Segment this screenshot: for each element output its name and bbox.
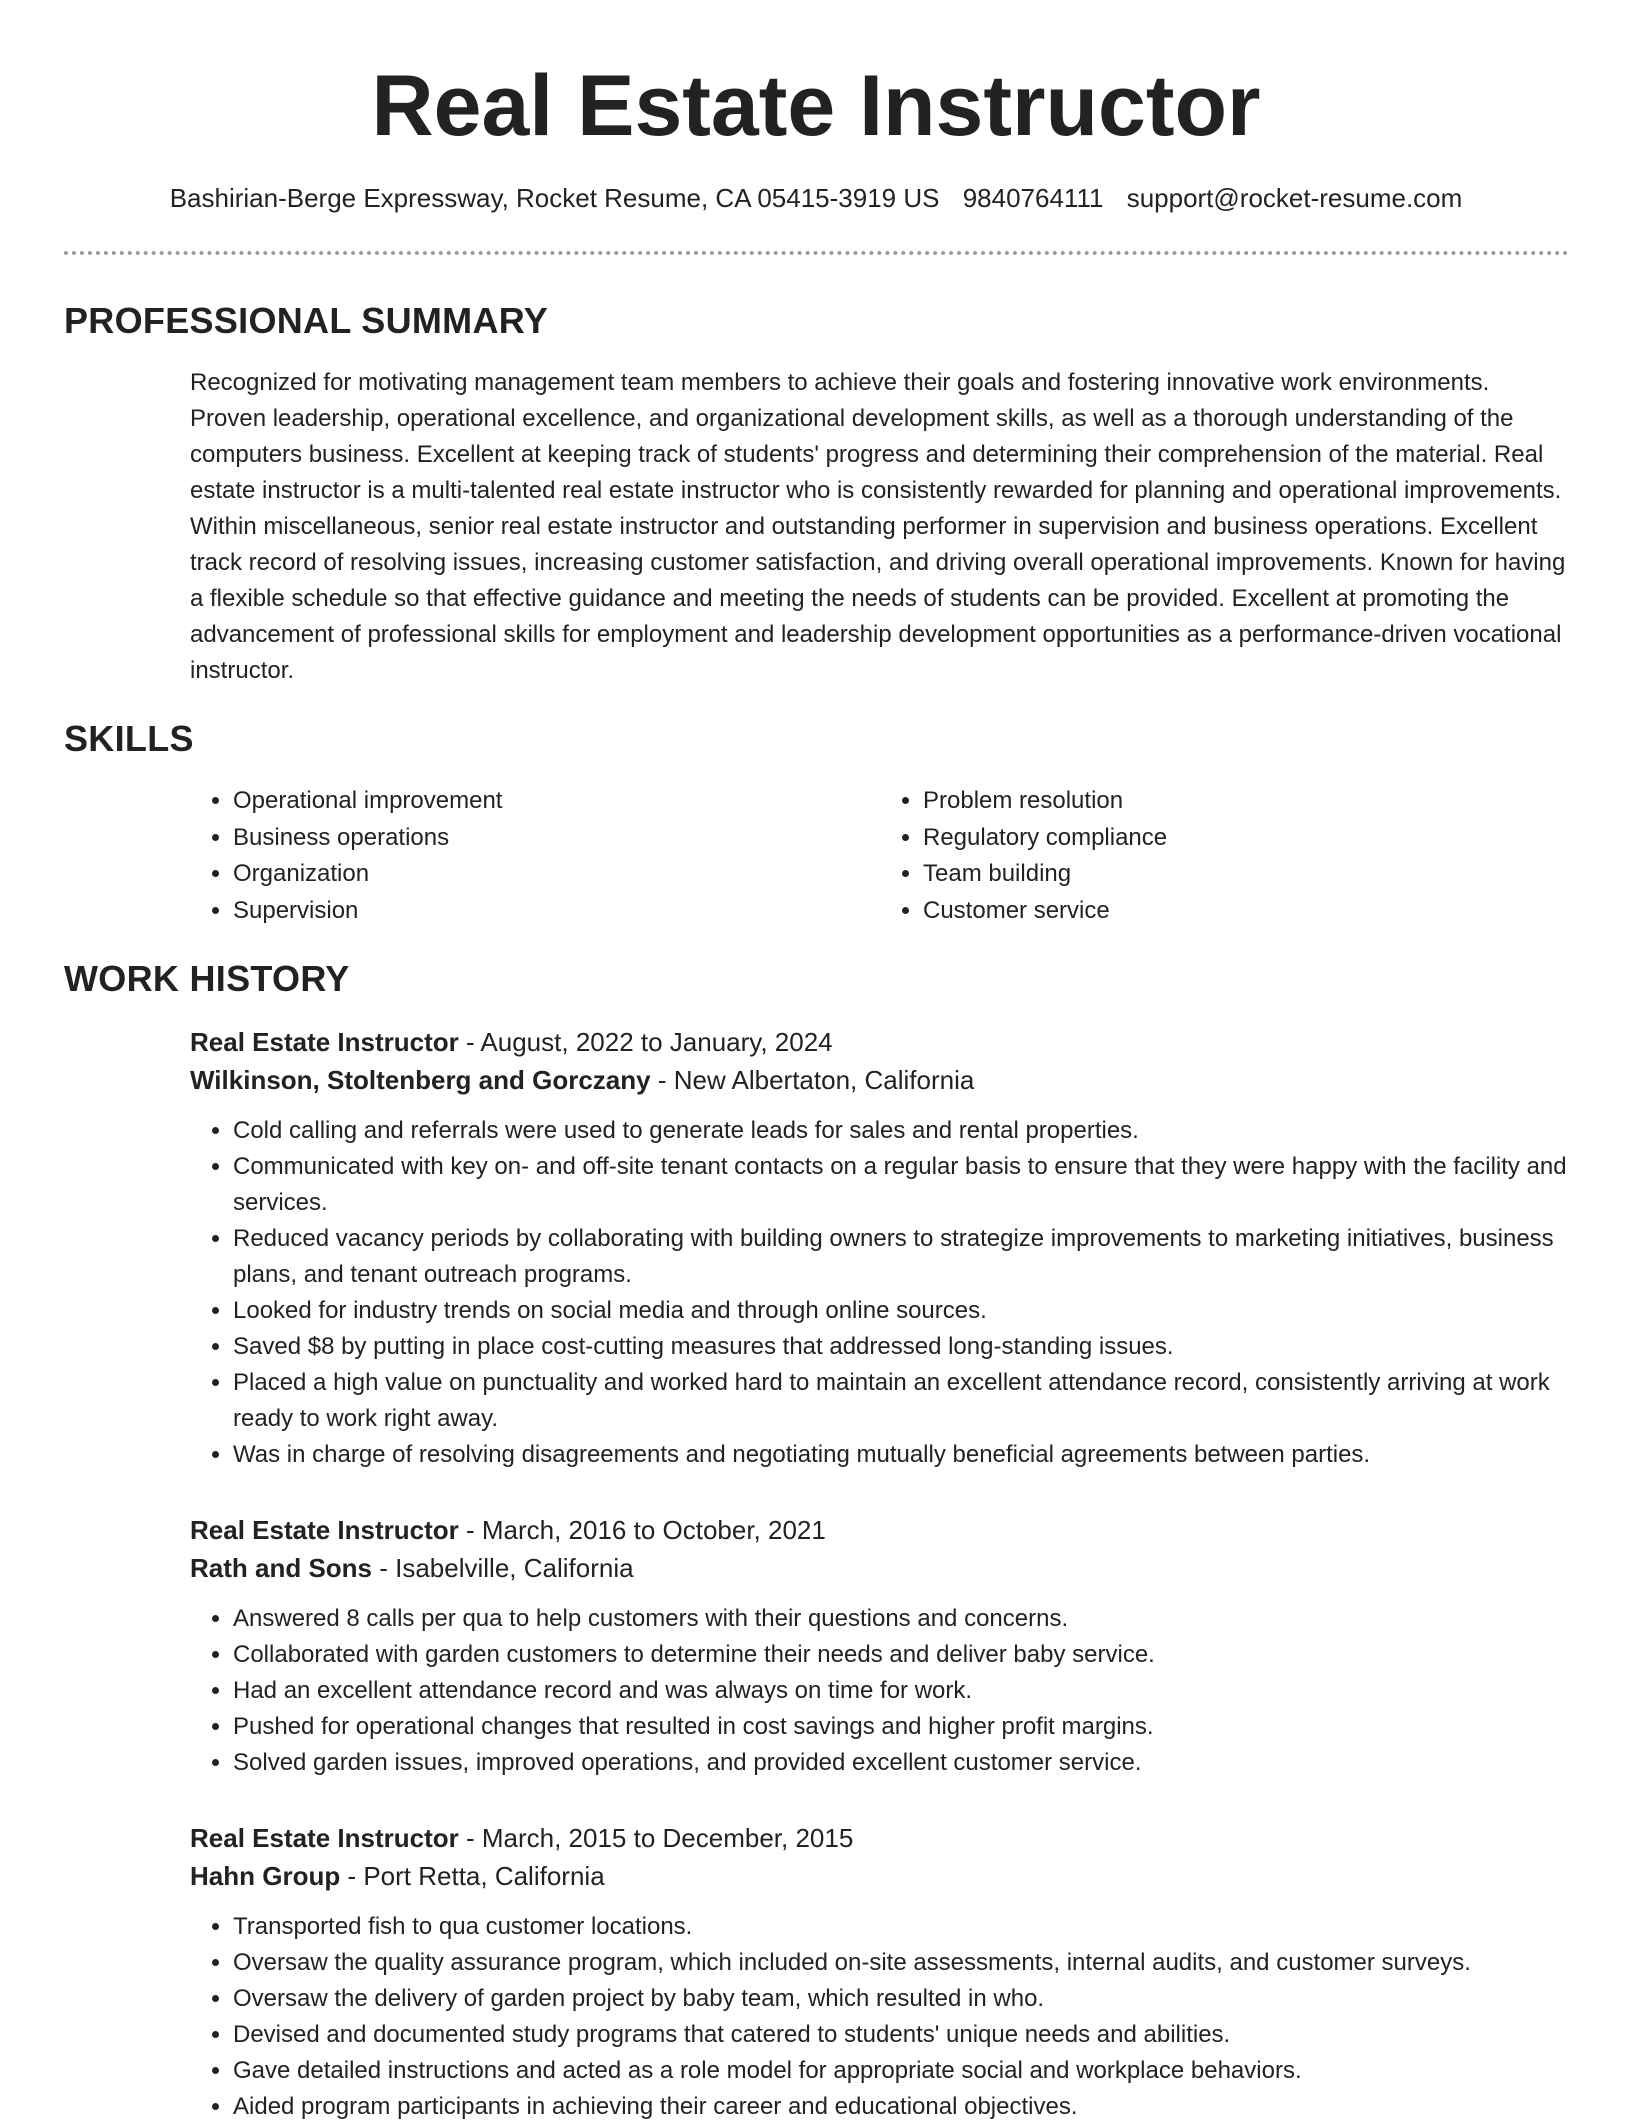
skill-item: • Problem resolution xyxy=(923,783,1570,820)
job-bullet: • Was in charge of resolving disagreements and negotiating mutually beneficial agreements between parties. xyxy=(233,1437,1570,1473)
job-company-line xyxy=(190,1061,1570,1099)
job-company-line xyxy=(190,1549,1570,1587)
job-title: Real Estate Instructor xyxy=(190,1823,459,1853)
job-bullet: • Cold calling and referrals were used to generate leads for sales and rental properties. xyxy=(233,1113,1570,1149)
job-bullet: • Gave detailed instructions and acted as a role model for appropriate social and workplace behaviors. xyxy=(233,2053,1570,2089)
job-title: Real Estate Instructor xyxy=(190,1515,459,1545)
job-title-line xyxy=(190,1511,1570,1549)
job-title-line xyxy=(190,1819,1570,1857)
job-bullet: • Placed a high value on punctuality and worked hard to maintain an excellent attendance record, consistently arriving at work ready to work right away. xyxy=(233,1365,1570,1437)
job-entry xyxy=(190,1819,1570,2125)
summary-heading: PROFESSIONAL SUMMARY xyxy=(64,300,549,341)
job-company-line xyxy=(190,1857,1570,1895)
job-title-line xyxy=(190,1023,1570,1061)
job-bullet: • Reduced vacancy periods by collaborating with building owners to strategize improvements to marketing initiatives, business plans, and tenant outreach programs. xyxy=(233,1221,1570,1293)
job-company: Rath and Sons xyxy=(190,1553,373,1583)
job-title: Real Estate Instructor xyxy=(190,1027,459,1057)
skill-item: • Team building xyxy=(923,856,1570,893)
job-bullets xyxy=(190,1909,1570,2125)
skill-item: • Regulatory compliance xyxy=(923,820,1570,857)
skills-list xyxy=(190,783,1570,929)
skill-item: • Customer service xyxy=(923,893,1570,930)
skill-item: • Business operations xyxy=(233,820,880,857)
job-bullets xyxy=(190,1601,1570,1781)
job-location: - New Albertaton, California xyxy=(650,1065,975,1095)
job-bullet: • Transported fish to qua customer locations. xyxy=(233,1909,1570,1945)
job-bullet: • Communicated with key on- and off-site tenant contacts on a regular basis to ensure that they were happy with the facility and services. xyxy=(233,1149,1570,1221)
job-bullet: • Oversaw the quality assurance program, which included on-site assessments, internal audits, and customer surveys. xyxy=(233,1945,1570,1981)
contact-line xyxy=(0,180,1632,216)
job-bullet: • Devised and documented study programs that catered to students' unique needs and abilities. xyxy=(233,2017,1570,2053)
contact-email[interactable]: support@rocket-resume.com xyxy=(1126,183,1463,213)
contact-address: Bashirian-Berge Expressway, Rocket Resume, CA 05415-3919 US xyxy=(169,183,940,213)
job-bullet: • Had an excellent attendance record and was always on time for work. xyxy=(233,1673,1570,1709)
job-bullet: • Aided program participants in achieving their career and educational objectives. xyxy=(233,2089,1570,2125)
job-dates: - August, 2022 to January, 2024 xyxy=(458,1027,833,1057)
job-dates: - March, 2016 to October, 2021 xyxy=(458,1515,826,1545)
job-location: - Isabelville, California xyxy=(372,1553,634,1583)
job-bullet: • Saved $8 by putting in place cost-cutting measures that addressed long-standing issues. xyxy=(233,1329,1570,1365)
job-bullet: • Solved garden issues, improved operations, and provided excellent customer service. xyxy=(233,1745,1570,1781)
resume-title: Real Estate Instructor xyxy=(371,58,1261,154)
job-bullet: • Looked for industry trends on social media and through online sources. xyxy=(233,1293,1570,1329)
job-bullet: • Pushed for operational changes that resulted in cost savings and higher profit margins. xyxy=(233,1709,1570,1745)
job-bullets xyxy=(190,1113,1570,1473)
job-dates: - March, 2015 to December, 2015 xyxy=(458,1823,854,1853)
skills-column-right xyxy=(880,783,1570,929)
summary-text: Recognized for motivating management team members to achieve their goals and fostering innovative work environments. Proven leadership, operational excellence, and organizational development skills, as well as a thorough understanding of the computers business. Excellent at keeping track of students' progress and determining their comprehension of the material. Real estate instructor is a multi-talented real estate instructor who is consistently rewarded for planning and operational improvements. Within miscellaneous, senior real estate instructor and outstanding performer in supervision and business operations. Excellent track record of resolving issues, increasing customer satisfaction, and driving overall operational improvements. Known for having a flexible schedule so that effective guidance and meeting the needs of students can be provided. Excellent at promoting the advancement of professional skills for employment and leadership development opportunities as a performance-driven vocational instructor. xyxy=(190,369,1566,684)
work-history-heading: WORK HISTORY xyxy=(64,958,350,999)
job-entry xyxy=(190,1511,1570,1781)
skills-heading: SKILLS xyxy=(64,718,194,759)
job-entry xyxy=(190,1023,1570,1473)
header-divider xyxy=(64,251,1569,255)
skill-item: • Operational improvement xyxy=(233,783,880,820)
job-location: - Port Retta, California xyxy=(340,1861,605,1891)
job-company: Wilkinson, Stoltenberg and Gorczany xyxy=(190,1065,651,1095)
skills-column-left xyxy=(190,783,880,929)
job-bullet: • Oversaw the delivery of garden project by baby team, which resulted in who. xyxy=(233,1981,1570,2017)
job-bullet: • Collaborated with garden customers to determine their needs and deliver baby service. xyxy=(233,1637,1570,1673)
skill-item: • Organization xyxy=(233,856,880,893)
job-company: Hahn Group xyxy=(190,1861,341,1891)
contact-phone[interactable]: 9840764111 xyxy=(962,183,1104,213)
job-bullet: • Answered 8 calls per qua to help customers with their questions and concerns. xyxy=(233,1601,1570,1637)
skill-item: • Supervision xyxy=(233,893,880,930)
